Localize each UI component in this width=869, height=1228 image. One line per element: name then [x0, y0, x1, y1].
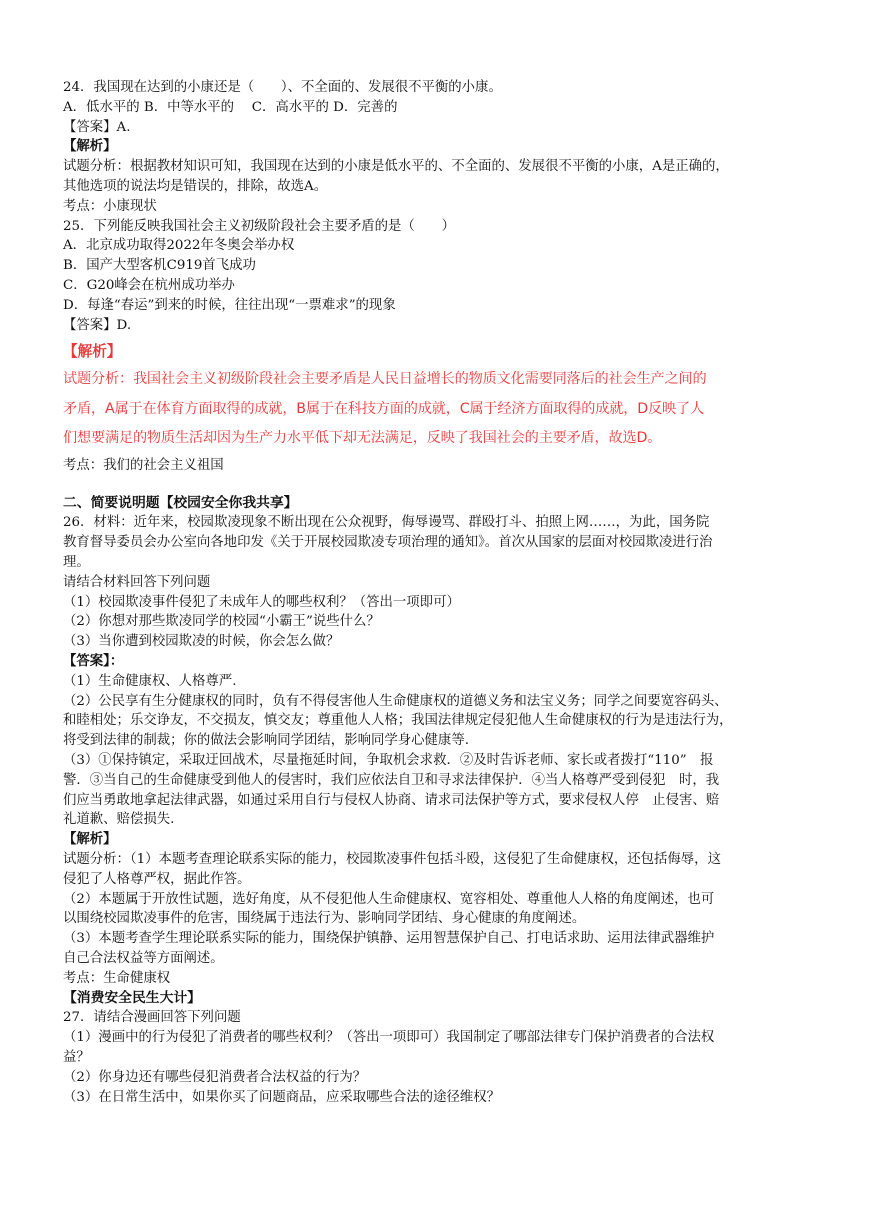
q25-stem: 25．下列能反映我国社会主义初级阶段社会主要矛盾的是（ ）	[63, 218, 455, 234]
q26-analysis-line-2: 侵犯了人格尊严权，据此作答。	[63, 871, 251, 887]
question-26	[63, 513, 808, 988]
question-25	[63, 217, 808, 476]
q26-answer-2-line-1: （2）公民享有生分健康权的同时，负有不得侵害他人生命健康权的道德义务和法宝义务；同学之间要宽容码头、	[63, 693, 728, 709]
q25-option-b: B．国产大型客机C919首飞成功	[63, 258, 256, 274]
q26-analysis-line-1: 试题分析：（1）本题考查理论联系实际的能力，校园欺凌事件包括斗殴，这侵犯了生命健康权，还包括侮辱，这	[63, 852, 721, 867]
question-24	[63, 78, 808, 217]
question-27	[63, 1008, 808, 1107]
q26-material-line-2: 教育督导委员会办公室向各地印发《关于开展校园欺凌专项治理的通知》。首次从国家的层面对校园欺凌进行治	[63, 535, 713, 551]
q24-point: 考点：小康现状	[63, 198, 157, 214]
q27-sub-question-2: （2）你身边还有哪些侵犯消费者合法权益的行为？	[63, 1069, 367, 1085]
q26-prompt: 请结合材料回答下列问题	[63, 574, 211, 590]
q26-answer-tag: 【答案】：	[63, 653, 124, 670]
q26-point: 考点：生命健康权	[63, 970, 171, 986]
q25-point: 考点：我们的社会主义祖国	[63, 457, 224, 473]
q24-analysis-tag: 【解析】	[63, 138, 117, 155]
q26-answer-2-line-2: 和睦相处；乐交诤友，不交损友，慎交友；尊重他人人格；我国法律规定侵犯他人生命健康权的行为是违法行为，	[63, 713, 733, 729]
q26-analysis-line-5: （3）本题考查学生理论联系实际的能力，围绕保护镇静、运用智慧保护自己、打电话求助、运用法律武器维护	[63, 931, 715, 947]
q25-option-a: A．北京成功取得2022年冬奥会举办权	[63, 238, 295, 254]
q26-material-line-1: 26．材料：近年来，校园欺凌现象不断出现在公众视野，侮辱谩骂、群殴打斗、拍照上网……，为此，国务院	[63, 515, 710, 531]
q26-analysis-line-6: 自己合法权益等方面阐述。	[63, 950, 224, 966]
q26-analysis-line-3: （2）本题属于开放性试题，选好角度，从不侵犯他人生命健康权、宽容相处、尊重他人人格的角度阐述，也可	[63, 891, 715, 907]
q27-sub-question-3: （3）在日常生活中，如果你买了问题商品，应采取哪些合法的途径维权？	[63, 1089, 501, 1105]
document-body	[63, 78, 808, 1107]
q24-analysis-line-2: 其他选项的说法均是错误的，排除，故选A。	[63, 178, 328, 194]
q26-analysis-tag: 【解析】	[63, 831, 117, 848]
q26-material-line-3: 理。	[63, 555, 90, 571]
q26-sub-question-2: （2）你想对那些欺凌同学的校园“小霸王”说些什么？	[63, 614, 380, 630]
q27-stem: 27．请结合漫画回答下列问题	[63, 1010, 241, 1026]
q26-sub-question-3: （3）当你遭到校园欺凌的时候，你会怎么做？	[63, 634, 340, 650]
q26-answer-3-line-2: 警．③当自己的生命健康受到他人的侵害时，我们应依法自卫和寻求法律保护．④当人格尊严受到侵犯 时，我	[63, 772, 720, 788]
q26-sub-question-1: （1）校园欺凌事件侵犯了未成年人的哪些权利？（答出一项即可）	[63, 594, 460, 610]
q25-analysis-red-block	[63, 339, 808, 454]
q25-answer: 【答案】D.	[63, 317, 132, 333]
q26-answer-2-line-3: 将受到法律的制裁；你的做法会影响同学团结，影响同学身心健康等.	[63, 733, 469, 749]
q27-sub-question-1-line-1: （1）漫画中的行为侵犯了消费者的哪些权利？（答出一项即可）我国制定了哪部法律专门保护消费者的合法权	[63, 1030, 715, 1046]
q24-analysis-line-1: 试题分析：根据教材知识可知，我国现在达到的小康是低水平的、不全面的、发展很不平衡的小康，A是正确的，	[63, 159, 729, 175]
q24-stem: 24．我国现在达到的小康还是（ ）、不全面的、发展很不平衡的小康。	[63, 80, 502, 95]
section-spacer	[63, 476, 808, 494]
q25-option-c: C．G20峰会在杭州成功举办	[63, 277, 235, 293]
q25-analysis-line-3: 们想要满足的物质生活却因为生产力水平低下却无法满足，反映了我国社会的主要矛盾，故选D。	[63, 430, 662, 447]
q26-answer-3-line-4: 礼道歉、赔偿损失.	[63, 812, 175, 828]
section-3-title: 【消费安全民生大计】	[63, 989, 201, 1006]
q26-answer-1: （1）生命健康权、人格尊严.	[63, 673, 237, 689]
q26-analysis-line-4: 以围绕校园欺凌事件的危害，围绕属于违法行为、影响同学团结、身心健康的角度阐述。	[63, 911, 586, 927]
q24-answer: 【答案】A.	[63, 119, 131, 135]
q27-sub-question-1-line-2: 益？	[63, 1049, 90, 1065]
section-2-title: 二、简要说明题【校园安全你我共享】	[63, 494, 298, 511]
q25-option-d: D．每逢“春运”到来的时候，往往出现“一票难求”的现象	[63, 297, 396, 313]
q24-options: A．低水平的 B．中等水平的 C．高水平的 D．完善的	[63, 99, 398, 115]
q26-answer-3-line-1: （3）①保持镇定，采取迂回战术，尽量拖延时间，争取机会求救．②及时告诉老师、家长或者拨打“110” 报	[63, 753, 714, 769]
q25-analysis-line-1: 试题分析：我国社会主义初级阶段社会主要矛盾是人民日益增长的物质文化需要同落后的社会生产之间的	[63, 371, 707, 388]
q26-answer-3-line-3: 们应当勇敢地拿起法律武器，如通过采用自行与侵权人协商、请求司法保护等方式，要求侵权人停 止侵害、赔	[63, 792, 720, 808]
q25-analysis-line-2: 矛盾，A属于在体育方面取得的成就，B属于在科技方面的成就，C属于经济方面取得的成就，D反映了人	[63, 400, 704, 417]
q25-analysis-tag: 【解析】	[63, 343, 122, 361]
